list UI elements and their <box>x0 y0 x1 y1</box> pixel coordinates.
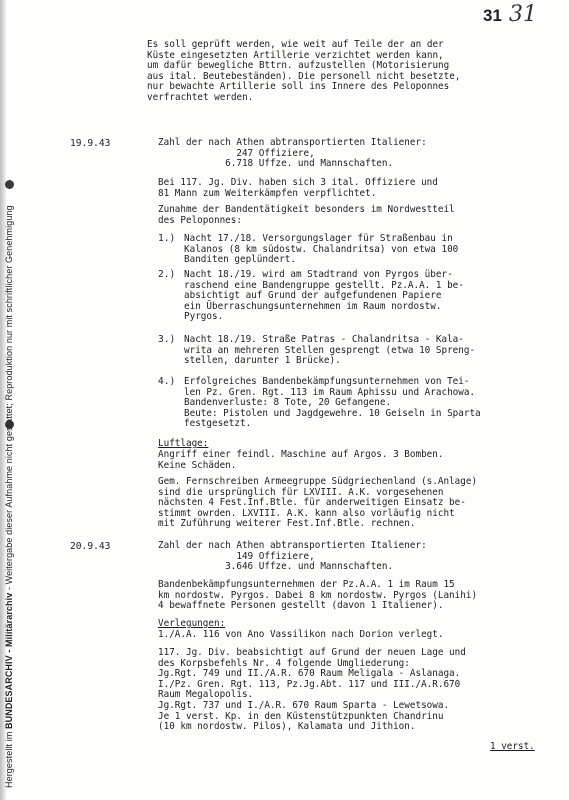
item-text: Nacht 18./19. wird am Stadtrand von Pyrgos über- raschend eine Bandengruppe gestellt. Pz.A.A. 1 be- absichtigt auf Grund der aufgefundenen Papiere ein Überraschungsunternehmen im Raum nordostw. Pyrgos. <box>184 269 464 323</box>
stamp-suffix: - Weitergabe dieser Aufnahme nicht gestattet; Reproduktion nur mit schriftlicher Genehmigung <box>4 205 14 593</box>
stamp-archive-name: BUNDESARCHIV - Militärarchiv <box>4 592 14 729</box>
bandit-activity-heading: Zunahme der Bandentätigkeit besonders im Nordwestteil des Peloponnes: <box>158 204 455 226</box>
item-number: 1.) <box>158 233 176 244</box>
page-number-typed: 31 <box>483 6 502 25</box>
footer-continuation: 1 verst. <box>490 741 535 752</box>
item-text: Erfolgreiches Bandenbekämpfungsunternehmen von Tei- len Pz. Gren. Rgt. 113 im Raum Aphissu und Arachowa. Bandenverluste: 8 Tote, 20 Gefangene. Beute: Pistolen und Jagdgewehre. 10 Geiseln in Sparta festgesetzt. <box>184 376 481 430</box>
item-number: 3.) <box>158 334 176 345</box>
transport-count-20-9: Zahl der nach Athen abtransportierten Italiener: 149 Offiziere, 3.646 Uffze. und Mannschaften. <box>158 540 427 573</box>
item-text: Nacht 17./18. Versorgungslager für Straßenbau in Kalanos (8 km südostw. Chalandritsa) von etwa 100 Banditen geplündert. <box>184 233 459 266</box>
stamp-prefix: Hergestellt im <box>4 728 14 788</box>
div117-reorganisation: 117. Jg. Div. beabsichtigt auf Grund der neuen Lage und des Korpsbefehls Nr. 4 folgende Umgliederung: Jg.Rgt. 749 und II./A.R. 670 Raum Meligala - Aslanaga. I./Pz. Gren. Rgt. 113, Pz.Jg.Abt. 117 und III./A.R.670 Raum Megalopolis. Jg.Rgt. 737 und I./A.R. 670 Raum Sparta - Lewetsowa. Je 1 verst. Kp. in den Küstenstützpunkten Chandrinu (10 km nordostw. Pilos), Kalamata und Jithion. <box>158 647 466 733</box>
item-number: 2.) <box>158 269 176 280</box>
div117-volunteers: Bei 117. Jg. Div. haben sich 3 ital. Offiziere und 81 Mann zum Weiterkämpfen verpflichtet. <box>158 177 438 199</box>
entry-date-19-9-43: 19.9.43 <box>70 138 111 149</box>
intro-paragraph: Es soll geprüft werden, wie weit auf Teile der an der Küste eingesetzten Artillerie verzichtet werden kann, um dafür bewegliche Bttrn. aufzustellen (Motorisierung aus ital. Beutebeständen). Die personell nicht besetzte, nur bewachte Artillerie soll ins Innere des Peloponnes verfrachtet werden. <box>147 39 461 103</box>
item-text: Nacht 18./19. Straße Patras - Chalandritsa - Kala- writa an mehreren Stellen gesprengt (etwa 10 Spreng- stellen, darunter 1 Brücke). <box>184 334 476 367</box>
verlegungen-text: 1./A.A. 116 von Ano Vassilikon nach Dorion verlegt. <box>158 629 444 640</box>
luftlage-text: Angriff einer feindl. Maschine auf Argos. 3 Bomben. Keine Schäden. <box>158 449 444 471</box>
verlegungen-label: Verlegungen: <box>158 618 226 629</box>
archive-margin-stamp <box>2 28 16 788</box>
transport-count-19-9: Zahl der nach Athen abtransportierten Italiener: 247 Offiziere, 6.718 Uffze. und Mannschaften. <box>158 137 427 170</box>
bandit-operation-paragraph: Bandenbekämpfungsunternehmen der Pz.A.A. 1 im Raum 15 km nordostw. Pyrgos. Dabei 8 km nordostw. Pyrgos (Lanihi) 4 bewaffnete Personen gestellt (davon 1 Italiener). <box>158 579 478 612</box>
entry-date-20-9-43: 20.9.43 <box>70 541 111 552</box>
fernschreiben-paragraph: Gem. Fernschreiben Armeegruppe Südgriechenland (s.Anlage) sind die ursprünglich für LXVIII. A.K. vorgesehenen nächsten 4 Fest.Inf.Btle. für anderweitigen Einsatz be- stimmt owrden. LXVIII. A.K. kann also vorläufig nicht mit Zuführung weiterer Fest.Inf.Btle. rechnen. <box>158 476 478 530</box>
page-number-handwritten: 31 <box>509 2 537 27</box>
item-number: 4.) <box>158 376 176 387</box>
luftlage-label: Luftlage: <box>158 438 209 449</box>
